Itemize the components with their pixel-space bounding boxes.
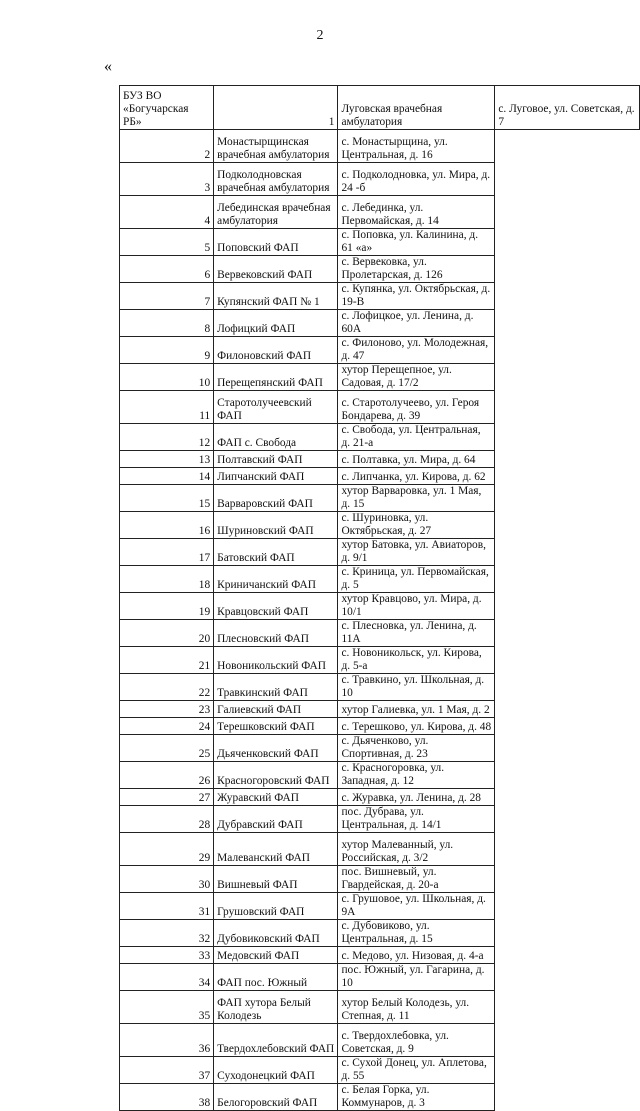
facility-address: с. Вервековка, ул. Пролетарская, д. 126	[338, 256, 495, 283]
table-row	[120, 991, 640, 1024]
facility-name: Старотолучеевский ФАП	[214, 391, 338, 424]
row-number: 28	[120, 806, 214, 833]
facility-name: Филоновский ФАП	[214, 337, 338, 364]
facility-address: с. Журавка, ул. Ленина, д. 28	[338, 789, 495, 806]
facilities-table-body	[120, 86, 640, 1111]
facility-address: с. Медово, ул. Низовая, д. 4-а	[338, 947, 495, 964]
facility-name: Варваровский ФАП	[214, 485, 338, 512]
row-number: 4	[120, 196, 214, 229]
row-number: 15	[120, 485, 214, 512]
row-number: 21	[120, 647, 214, 674]
organization-line: РБ»	[123, 116, 142, 128]
row-number: 38	[120, 1084, 214, 1111]
facility-address: с. Белая Горка, ул. Коммунаров, д. 3	[338, 1084, 495, 1111]
row-number: 32	[120, 920, 214, 947]
row-number: 3	[120, 163, 214, 196]
table-row	[120, 451, 640, 468]
facility-address: с. Липчанка, ул. Кирова, д. 62	[338, 468, 495, 485]
facility-address: с. Монастырщина, ул. Центральная, д. 16	[338, 130, 495, 163]
facility-address: хутор Кравцово, ул. Мира, д. 10/1	[338, 593, 495, 620]
row-number: 18	[120, 566, 214, 593]
facility-name: ФАП пос. Южный	[214, 964, 338, 991]
row-number: 30	[120, 866, 214, 893]
facility-name: ФАП с. Свобода	[214, 424, 338, 451]
facilities-table	[119, 85, 640, 1111]
row-number: 19	[120, 593, 214, 620]
table-row	[120, 1024, 640, 1057]
row-number: 17	[120, 539, 214, 566]
row-number: 35	[120, 991, 214, 1024]
facility-address: с. Новоникольск, ул. Кирова, д. 5-а	[338, 647, 495, 674]
facility-address: с. Дубовиково, ул. Центральная, д. 15	[338, 920, 495, 947]
facility-name: Кравцовский ФАП	[214, 593, 338, 620]
table-row	[120, 337, 640, 364]
table-row	[120, 566, 640, 593]
facility-name: Подколодновская врачебная амбулатория	[214, 163, 338, 196]
row-number: 10	[120, 364, 214, 391]
table-row	[120, 593, 640, 620]
facility-name: Дьяченковский ФАП	[214, 735, 338, 762]
facility-address: хутор Малеванный, ул. Российская, д. 3/2	[338, 833, 495, 866]
table-row	[120, 701, 640, 718]
row-number: 9	[120, 337, 214, 364]
organization-cell	[120, 86, 214, 130]
facility-name: Монастырщинская врачебная амбулатория	[214, 130, 338, 163]
facility-name: Криничанский ФАП	[214, 566, 338, 593]
row-number: 29	[120, 833, 214, 866]
page-number: 2	[316, 28, 324, 43]
facility-name: Новоникольский ФАП	[214, 647, 338, 674]
facility-address: с. Поповка, ул. Калинина, д. 61 «а»	[338, 229, 495, 256]
table-row	[120, 893, 640, 920]
facility-address: пос. Дубрава, ул. Центральная, д. 14/1	[338, 806, 495, 833]
facility-address: с. Красногоровка, ул. Западная, д. 12	[338, 762, 495, 789]
facility-address: с. Дьяченково, ул. Спортивная, д. 23	[338, 735, 495, 762]
facility-name: Шуриновский ФАП	[214, 512, 338, 539]
facility-name: Плесновский ФАП	[214, 620, 338, 647]
row-number: 14	[120, 468, 214, 485]
row-number: 7	[120, 283, 214, 310]
row-number: 13	[120, 451, 214, 468]
table-row	[120, 424, 640, 451]
facility-name: ФАП хутора Белый Колодезь	[214, 991, 338, 1024]
table-row	[120, 163, 640, 196]
facility-address: с. Свобода, ул. Центральная, д. 21-а	[338, 424, 495, 451]
facility-address: с. Лебединка, ул. Первомайская, д. 14	[338, 196, 495, 229]
facility-name: Вервековский ФАП	[214, 256, 338, 283]
organization-line: БУЗ ВО	[123, 90, 162, 102]
facility-address: с. Филоново, ул. Молодежная, д. 47	[338, 337, 495, 364]
facility-name: Дубовиковский ФАП	[214, 920, 338, 947]
row-number: 33	[120, 947, 214, 964]
table-row	[120, 512, 640, 539]
table-row	[120, 866, 640, 893]
facility-address: с. Луговое, ул. Советская, д. 7	[495, 86, 640, 130]
opening-quote-mark: «	[104, 58, 112, 75]
facility-name: Вишневый ФАП	[214, 866, 338, 893]
facility-address: с. Полтавка, ул. Мира, д. 64	[338, 451, 495, 468]
table-row	[120, 391, 640, 424]
facility-name: Лебединская врачебная амбулатория	[214, 196, 338, 229]
row-number: 8	[120, 310, 214, 337]
facility-name: Травкинский ФАП	[214, 674, 338, 701]
facility-name: Перещепянский ФАП	[214, 364, 338, 391]
row-number: 34	[120, 964, 214, 991]
row-number: 31	[120, 893, 214, 920]
facility-name: Луговская врачебная амбулатория	[338, 86, 495, 130]
table-row	[120, 1057, 640, 1084]
table-row	[120, 130, 640, 163]
facility-name: Липчанский ФАП	[214, 468, 338, 485]
facility-address: хутор Белый Колодезь, ул. Степная, д. 11	[338, 991, 495, 1024]
table-row	[120, 468, 640, 485]
row-number: 16	[120, 512, 214, 539]
facility-name: Поповский ФАП	[214, 229, 338, 256]
table-row	[120, 947, 640, 964]
table-row	[120, 310, 640, 337]
facility-address: с. Подколодновка, ул. Мира, д. 24 -б	[338, 163, 495, 196]
facility-address: с. Криница, ул. Первомайская, д. 5	[338, 566, 495, 593]
row-number: 36	[120, 1024, 214, 1057]
row-number: 2	[120, 130, 214, 163]
table-row	[120, 283, 640, 310]
facility-address: с. Грушовое, ул. Школьная, д. 9А	[338, 893, 495, 920]
facility-address: пос. Южный, ул. Гагарина, д. 10	[338, 964, 495, 991]
facility-address: с. Шуриновка, ул. Октябрьская, д. 27	[338, 512, 495, 539]
row-number: 20	[120, 620, 214, 647]
table-row	[120, 620, 640, 647]
table-row	[120, 86, 640, 130]
table-row	[120, 833, 640, 866]
facility-address: с. Старотолучеево, ул. Героя Бондарева, д. 39	[338, 391, 495, 424]
facility-address: с. Травкино, ул. Школьная, д. 10	[338, 674, 495, 701]
facility-name: Белогоровский ФАП	[214, 1084, 338, 1111]
facility-address: хутор Варваровка, ул. 1 Мая, д. 15	[338, 485, 495, 512]
facility-name: Дубравский ФАП	[214, 806, 338, 833]
facility-name: Полтавский ФАП	[214, 451, 338, 468]
row-number: 24	[120, 718, 214, 735]
table-row	[120, 485, 640, 512]
facility-name: Журавский ФАП	[214, 789, 338, 806]
facility-address: пос. Вишневый, ул. Гвардейская, д. 20-а	[338, 866, 495, 893]
row-number: 11	[120, 391, 214, 424]
row-number: 1	[214, 86, 338, 130]
facility-address: хутор Батовка, ул. Авиаторов, д. 9/1	[338, 539, 495, 566]
table-row	[120, 674, 640, 701]
facility-name: Твердохлебовский ФАП	[214, 1024, 338, 1057]
table-row	[120, 364, 640, 391]
row-number: 5	[120, 229, 214, 256]
table-row	[120, 718, 640, 735]
facility-name: Красногоровский ФАП	[214, 762, 338, 789]
facility-address: с. Лофицкое, ул. Ленина, д. 60А	[338, 310, 495, 337]
table-row	[120, 196, 640, 229]
facility-name: Лофицкий ФАП	[214, 310, 338, 337]
table-row	[120, 735, 640, 762]
facility-address: с. Твердохлебовка, ул. Советская, д. 9	[338, 1024, 495, 1057]
facility-address: с. Плесновка, ул. Ленина, д. 11А	[338, 620, 495, 647]
facility-name: Галиевский ФАП	[214, 701, 338, 718]
row-number: 26	[120, 762, 214, 789]
table-row	[120, 920, 640, 947]
table-row	[120, 964, 640, 991]
facility-name: Грушовский ФАП	[214, 893, 338, 920]
facility-name: Суходонецкий ФАП	[214, 1057, 338, 1084]
facility-address: с. Сухой Донец, ул. Аплетова, д. 55	[338, 1057, 495, 1084]
facility-address: с. Купянка, ул. Октябрьская, д. 19-В	[338, 283, 495, 310]
facility-name: Терешковский ФАП	[214, 718, 338, 735]
facility-address: хутор Галиевка, ул. 1 Мая, д. 2	[338, 701, 495, 718]
row-number: 12	[120, 424, 214, 451]
facility-name: Купянский ФАП № 1	[214, 283, 338, 310]
facility-name: Медовский ФАП	[214, 947, 338, 964]
row-number: 25	[120, 735, 214, 762]
table-row	[120, 647, 640, 674]
facility-address: с. Терешково, ул. Кирова, д. 48	[338, 718, 495, 735]
facility-address: хутор Перещепное, ул. Садовая, д. 17/2	[338, 364, 495, 391]
row-number: 6	[120, 256, 214, 283]
facility-name: Малеванский ФАП	[214, 833, 338, 866]
table-row	[120, 229, 640, 256]
organization-line: «Богучарская	[123, 103, 189, 115]
table-row	[120, 806, 640, 833]
table-row	[120, 762, 640, 789]
row-number: 23	[120, 701, 214, 718]
row-number: 22	[120, 674, 214, 701]
table-row	[120, 789, 640, 806]
row-number: 37	[120, 1057, 214, 1084]
table-row	[120, 1084, 640, 1111]
facility-name: Батовский ФАП	[214, 539, 338, 566]
table-row	[120, 256, 640, 283]
row-number: 27	[120, 789, 214, 806]
table-row	[120, 539, 640, 566]
